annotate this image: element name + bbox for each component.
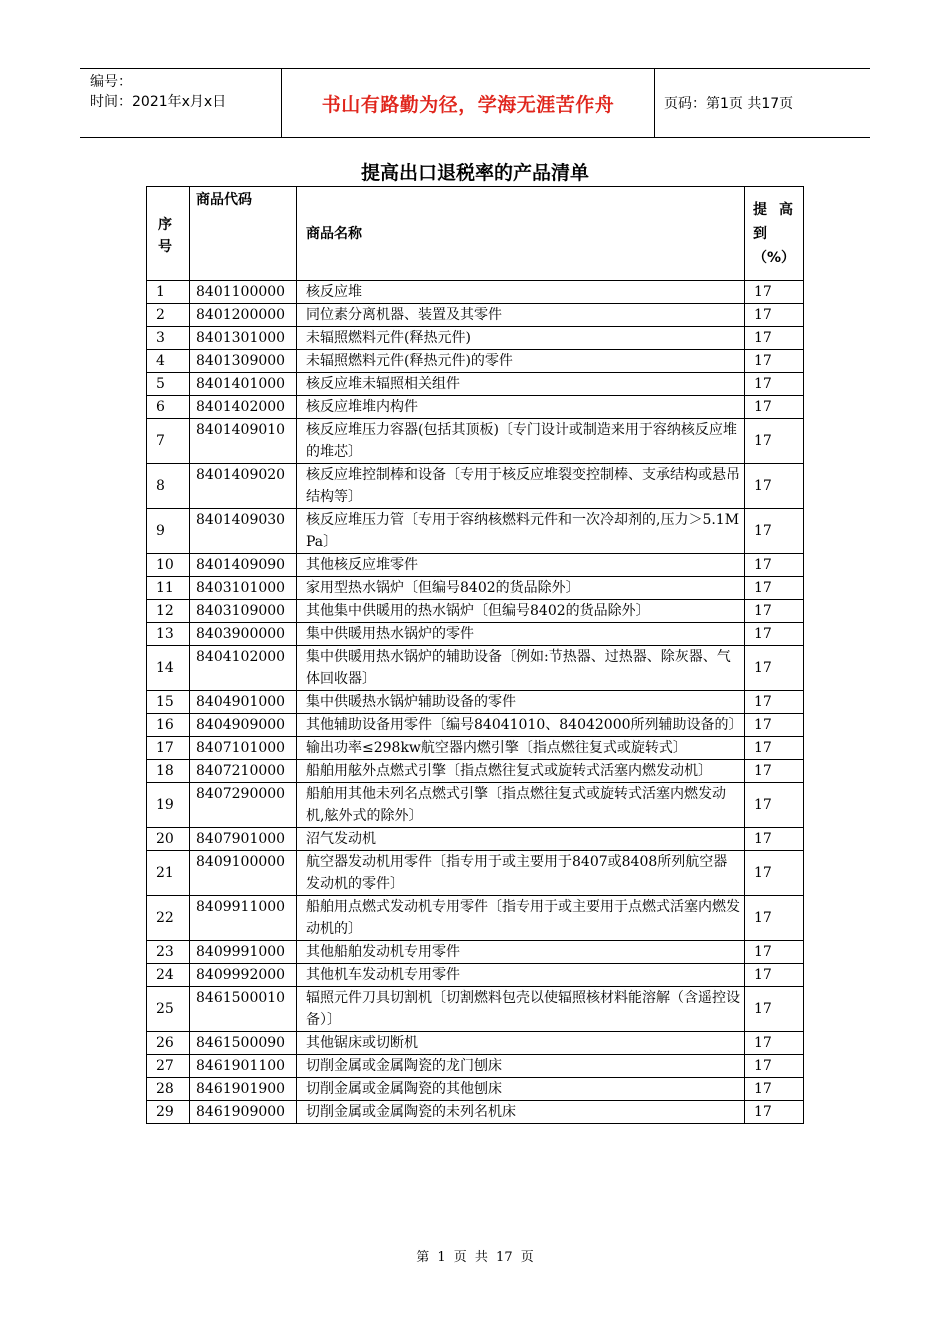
row-name-cell: 切削金属或金属陶瓷的龙门刨床	[297, 1055, 745, 1078]
row-code-cell: 8401409020	[190, 464, 297, 509]
row-rate-cell: 17	[745, 419, 804, 464]
row-name-cell: 集中供暖用热水锅炉的辅助设备〔例如:节热器、过热器、除灰器、气体回收器〕	[297, 646, 745, 691]
page-footer: 第 1 页 共 17 页	[416, 1250, 534, 1265]
table-row	[147, 691, 804, 714]
row-seq-cell: 14	[147, 646, 190, 691]
row-rate-cell: 17	[745, 281, 804, 304]
row-rate-cell: 17	[745, 737, 804, 760]
row-code-cell: 8407210000	[190, 760, 297, 783]
product-table	[146, 186, 804, 1124]
header-meta	[80, 69, 282, 137]
table-row	[147, 304, 804, 327]
row-rate-cell: 17	[745, 828, 804, 851]
row-code-cell: 8461901900	[190, 1078, 297, 1101]
document-header	[80, 68, 870, 138]
row-code-cell: 8461901100	[190, 1055, 297, 1078]
row-seq-cell: 1	[147, 281, 190, 304]
row-code-cell: 8401200000	[190, 304, 297, 327]
row-code-cell: 8403109000	[190, 600, 297, 623]
header-motto: 书山有路勤为径，学海无涯苦作舟	[282, 69, 655, 137]
row-code-cell: 8401301000	[190, 327, 297, 350]
row-rate-cell: 17	[745, 304, 804, 327]
row-rate-cell: 17	[745, 1078, 804, 1101]
row-code-cell: 8401409090	[190, 554, 297, 577]
number-label: 编号：	[90, 74, 132, 90]
row-rate-cell: 17	[745, 509, 804, 554]
row-name-cell: 辐照元件刀具切割机〔切割燃料包壳以使辐照核材料能溶解（含遥控设备）〕	[297, 987, 745, 1032]
table-row	[147, 327, 804, 350]
row-code-cell: 8401401000	[190, 373, 297, 396]
row-code-cell: 8409100000	[190, 851, 297, 896]
row-seq-cell: 15	[147, 691, 190, 714]
row-code-cell: 8401409010	[190, 419, 297, 464]
table-row	[147, 419, 804, 464]
row-code-cell: 8407901000	[190, 828, 297, 851]
row-seq-cell: 9	[147, 509, 190, 554]
row-rate-cell: 17	[745, 373, 804, 396]
row-name-cell: 船舶用点燃式发动机专用零件〔指专用于或主要用于点燃式活塞内燃发动机的〕	[297, 896, 745, 941]
row-name-cell: 同位素分离机器、装置及其零件	[297, 304, 745, 327]
table-row	[147, 600, 804, 623]
row-code-cell: 8403101000	[190, 577, 297, 600]
row-name-cell: 切削金属或金属陶瓷的未列名机床	[297, 1101, 745, 1124]
row-name-cell: 核反应堆堆内构件	[297, 396, 745, 419]
row-name-cell: 集中供暖用热水锅炉的零件	[297, 623, 745, 646]
column-header-code: 商品代码	[190, 187, 297, 281]
table-row	[147, 509, 804, 554]
row-rate-cell: 17	[745, 554, 804, 577]
row-name-cell: 输出功率≤298kw航空器内燃引擎〔指点燃往复式或旋转式〕	[297, 737, 745, 760]
row-code-cell: 8403900000	[190, 623, 297, 646]
table-row	[147, 714, 804, 737]
row-seq-cell: 4	[147, 350, 190, 373]
row-name-cell: 其他核反应堆零件	[297, 554, 745, 577]
row-rate-cell: 17	[745, 1101, 804, 1124]
row-name-cell: 其他船舶发动机专用零件	[297, 941, 745, 964]
row-code-cell: 8401309000	[190, 350, 297, 373]
row-code-cell: 8409992000	[190, 964, 297, 987]
row-name-cell: 家用型热水锅炉〔但编号8402的货品除外〕	[297, 577, 745, 600]
row-code-cell: 8401402000	[190, 396, 297, 419]
row-code-cell: 8407101000	[190, 737, 297, 760]
row-seq-cell: 27	[147, 1055, 190, 1078]
row-code-cell: 8404102000	[190, 646, 297, 691]
row-rate-cell: 17	[745, 1055, 804, 1078]
row-name-cell: 集中供暖热水锅炉辅助设备的零件	[297, 691, 745, 714]
table-row	[147, 737, 804, 760]
row-rate-cell: 17	[745, 760, 804, 783]
row-name-cell: 其他锯床或切断机	[297, 1032, 745, 1055]
row-name-cell: 未辐照燃料元件(释热元件)	[297, 327, 745, 350]
column-header-rate: 提高到（%）	[745, 187, 804, 281]
row-rate-cell: 17	[745, 691, 804, 714]
row-rate-cell: 17	[745, 851, 804, 896]
row-rate-cell: 17	[745, 783, 804, 828]
table-row	[147, 1032, 804, 1055]
row-seq-cell: 8	[147, 464, 190, 509]
row-seq-cell: 11	[147, 577, 190, 600]
column-header-seq: 序号	[147, 187, 190, 281]
row-seq-cell: 21	[147, 851, 190, 896]
table-row	[147, 896, 804, 941]
row-seq-cell: 23	[147, 941, 190, 964]
row-code-cell: 8409991000	[190, 941, 297, 964]
row-rate-cell: 17	[745, 350, 804, 373]
row-rate-cell: 17	[745, 646, 804, 691]
row-seq-cell: 3	[147, 327, 190, 350]
row-rate-cell: 17	[745, 396, 804, 419]
row-code-cell: 8404909000	[190, 714, 297, 737]
row-rate-cell: 17	[745, 987, 804, 1032]
row-code-cell: 8409911000	[190, 896, 297, 941]
row-seq-cell: 29	[147, 1101, 190, 1124]
table-row	[147, 623, 804, 646]
table-row	[147, 373, 804, 396]
row-seq-cell: 16	[147, 714, 190, 737]
row-seq-cell: 5	[147, 373, 190, 396]
row-code-cell: 8461500090	[190, 1032, 297, 1055]
row-seq-cell: 20	[147, 828, 190, 851]
row-seq-cell: 24	[147, 964, 190, 987]
table-row	[147, 350, 804, 373]
table-row	[147, 464, 804, 509]
table-row	[147, 941, 804, 964]
row-name-cell: 核反应堆	[297, 281, 745, 304]
table-row	[147, 1101, 804, 1124]
row-seq-cell: 2	[147, 304, 190, 327]
row-rate-cell: 17	[745, 464, 804, 509]
table-row	[147, 783, 804, 828]
row-seq-cell: 26	[147, 1032, 190, 1055]
row-rate-cell: 17	[745, 896, 804, 941]
table-row	[147, 646, 804, 691]
table-row	[147, 1055, 804, 1078]
row-name-cell: 核反应堆未辐照相关组件	[297, 373, 745, 396]
table-row	[147, 987, 804, 1032]
row-seq-cell: 22	[147, 896, 190, 941]
table-header-row	[147, 187, 804, 281]
row-code-cell: 8407290000	[190, 783, 297, 828]
row-name-cell: 船舶用舷外点燃式引擎〔指点燃往复式或旋转式活塞内燃发动机〕	[297, 760, 745, 783]
row-name-cell: 切削金属或金属陶瓷的其他刨床	[297, 1078, 745, 1101]
row-seq-cell: 12	[147, 600, 190, 623]
column-header-name: 商品名称	[297, 187, 745, 281]
row-rate-cell: 17	[745, 941, 804, 964]
table-row	[147, 396, 804, 419]
row-code-cell: 8461500010	[190, 987, 297, 1032]
row-seq-cell: 6	[147, 396, 190, 419]
row-code-cell: 8404901000	[190, 691, 297, 714]
table-row	[147, 1078, 804, 1101]
row-rate-cell: 17	[745, 623, 804, 646]
row-name-cell: 核反应堆压力管〔专用于容纳核燃料元件和一次冷却剂的,压力＞5.1MPa〕	[297, 509, 745, 554]
table-row	[147, 964, 804, 987]
row-rate-cell: 17	[745, 577, 804, 600]
row-name-cell: 船舶用其他未列名点燃式引擎〔指点燃往复式或旋转式活塞内燃发动机,舷外式的除外〕	[297, 783, 745, 828]
row-name-cell: 未辐照燃料元件(释热元件)的零件	[297, 350, 745, 373]
row-seq-cell: 17	[147, 737, 190, 760]
page-title: 提高出口退税率的产品清单	[360, 162, 589, 184]
row-seq-cell: 7	[147, 419, 190, 464]
row-seq-cell: 28	[147, 1078, 190, 1101]
row-name-cell: 核反应堆压力容器(包括其顶板)〔专门设计或制造来用于容纳核反应堆的堆芯〕	[297, 419, 745, 464]
row-rate-cell: 17	[745, 600, 804, 623]
table-row	[147, 281, 804, 304]
row-name-cell: 核反应堆控制棒和设备〔专用于核反应堆裂变控制棒、支承结构或悬吊结构等〕	[297, 464, 745, 509]
row-rate-cell: 17	[745, 964, 804, 987]
row-name-cell: 沼气发动机	[297, 828, 745, 851]
row-name-cell: 其他辅助设备用零件〔编号84041010、84042000所列辅助设备的〕	[297, 714, 745, 737]
row-rate-cell: 17	[745, 714, 804, 737]
row-rate-cell: 17	[745, 1032, 804, 1055]
header-page-info: 页码：第1页 共17页	[664, 96, 794, 112]
row-seq-cell: 19	[147, 783, 190, 828]
row-name-cell: 航空器发动机用零件〔指专用于或主要用于8407或8408所列航空器发动机的零件〕	[297, 851, 745, 896]
table-row	[147, 760, 804, 783]
row-name-cell: 其他集中供暖用的热水锅炉〔但编号8402的货品除外〕	[297, 600, 745, 623]
table-row	[147, 577, 804, 600]
table-row	[147, 851, 804, 896]
row-seq-cell: 10	[147, 554, 190, 577]
row-seq-cell: 25	[147, 987, 190, 1032]
time-label: 时间：2021年x月x日	[90, 94, 227, 110]
table-row	[147, 554, 804, 577]
row-rate-cell: 17	[745, 327, 804, 350]
row-code-cell: 8461909000	[190, 1101, 297, 1124]
row-code-cell: 8401409030	[190, 509, 297, 554]
table-row	[147, 828, 804, 851]
row-name-cell: 其他机车发动机专用零件	[297, 964, 745, 987]
row-seq-cell: 13	[147, 623, 190, 646]
row-seq-cell: 18	[147, 760, 190, 783]
row-code-cell: 8401100000	[190, 281, 297, 304]
